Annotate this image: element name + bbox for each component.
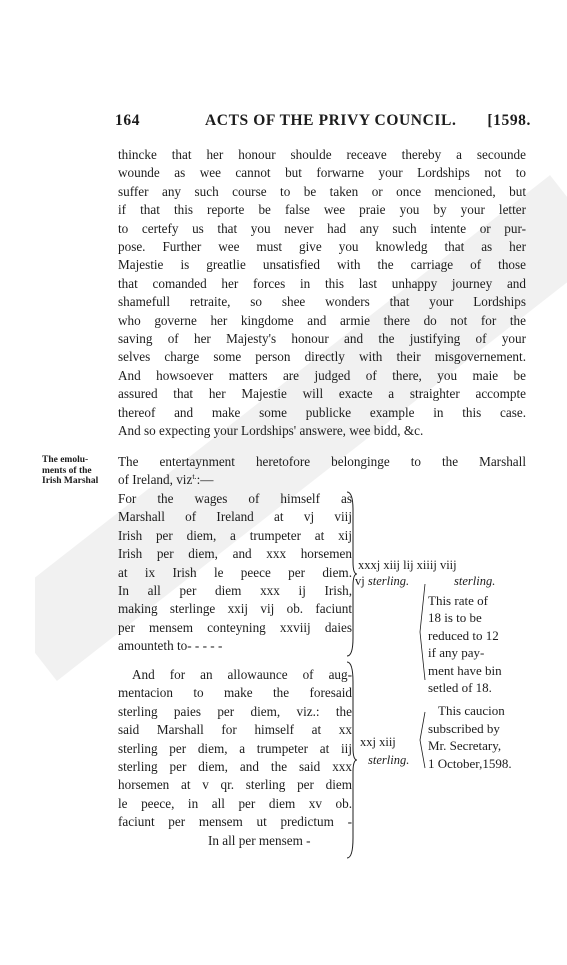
text-line: pose. Further wee must give you knowledg that as her [118,239,526,255]
text-line: thincke that her honour shoulde receave thereby a secounde [118,147,526,162]
letter-paragraph [118,146,526,441]
note-brace-bottom [418,710,426,770]
note-line: This caucion [438,703,505,719]
entry-line: For the wages of himself as [118,491,352,506]
sum-value: vj [355,574,365,588]
wages-entry [118,490,352,656]
text-line: thereof and make some publicke example in this case. [118,404,526,420]
year-marker: [1598. [487,112,531,129]
text-line: suffer any such course to be taken or once mencioned, but [118,183,526,199]
entry-line: In all per mensem - [208,832,311,848]
text-line: shamefull retraite, so shee wonders that your Lordships [118,294,526,310]
entry-line: sterling per diem, a trumpeter at iij [118,740,352,756]
entertainment-heading [118,453,526,490]
sum-unit: sterling. [454,574,496,588]
text-line: that comanded her forces in this last unhappy journey and [118,275,526,291]
heading-text: of Ireland, viz$^{t.}$:— [118,472,214,488]
text-line: wounde as wee cannot but forwarne your Lordships not to [118,165,526,181]
note-line: reduced to 12 [428,627,499,643]
entry-line: Irish per diem, a trumpeter at xij [118,527,352,543]
note-line: 18 is to be [428,610,482,626]
entry-line: le peece, in all per diem xv ob. [118,795,352,811]
entry-line: Marshall of Ireland at vj viij [118,509,352,525]
entry-line: making sterlinge xxij vij ob. faciunt [118,601,352,617]
entry2-sum-line2 [368,752,409,768]
entry-line: amounteth to- - - - - [118,638,223,654]
text-line: selves charge some person directly with their misgovernement. [118,349,526,365]
entry-line: And for an allowaunce of aug- [132,667,352,682]
note-brace-top [418,582,426,682]
text-line: assured that her Majestie will exacte a straighter accompte [118,386,526,402]
entry1-sum-line2-right [454,573,495,589]
text-line: if that this reporte be false wee praie you by your letter [118,202,526,218]
entry-line: mentacion to make the foresaid [118,685,352,701]
entry1-sum-line1 [358,557,457,573]
entry-line: at ix Irish le peece per diem. [118,564,352,580]
text-line: who governe her kingdome and armie there do not for the [118,312,526,328]
note-line: if any pay- [428,645,485,661]
entry-line: sterling per diem, and the said xxx [118,759,352,775]
text-line: The entertaynment heretofore belonginge to the Marshall [118,454,526,469]
margin-note-line: The emolu- [42,455,89,465]
sum-value: xxj xiij [360,735,396,749]
entry2-brace [345,660,357,860]
margin-note [42,455,112,487]
sum-unit: sterling. [367,574,410,588]
entry-line: sterling paies per diem, viz.: the [118,703,352,719]
entry-line: horsemen at v qr. sterling per diem [118,777,352,793]
note-line: setled of 18. [428,680,492,696]
margin-note-line: ments of the [42,465,92,476]
entry-line: In all per diem xxx ij Irish, [118,583,352,599]
entry2-sum-line1 [360,734,396,750]
entry-line: per mensem conteyning xxviij daies [118,619,352,635]
text-line: to certefy us that you never had any such intente or pur- [118,220,526,236]
page-number: 164 [115,112,141,129]
entry-line: faciunt per mensem ut predictum - [118,814,352,830]
text-line: And howsoever matters are judged of there, you maie be [118,367,526,383]
margin-note-line: Irish Marshal [42,476,99,486]
note-line: 1 October,1598. [428,755,512,771]
text-line [118,471,526,489]
viz-superscript: t. [192,472,197,482]
note-line: This rate of [428,593,488,608]
side-note [428,592,532,772]
entry-line: Irish per diem, and xxx horsemen [118,546,352,562]
note-line: subscribed by [428,720,500,736]
running-title: ACTS OF THE PRIVY COUNCIL. [205,112,457,129]
entry-line: said Marshall for himself at xx [118,722,352,738]
sum-unit: sterling. [368,753,410,767]
note-line: ment have bin [428,662,502,678]
note-line: Mr. Secretary, [428,738,502,754]
entry1-sum-line2 [355,573,409,589]
text-line: saving of her Majesty's honour and the justifying of your [118,331,526,347]
text-line: And so expecting your Lordships' answere, wee bidd, &c. [118,423,424,439]
augmentation-entry [118,666,352,850]
text-line: Majestie is greatlie unsatisfied with the carriage of those [118,257,526,273]
sum-value: xxxj xiij lij xiiij viij [358,558,457,572]
